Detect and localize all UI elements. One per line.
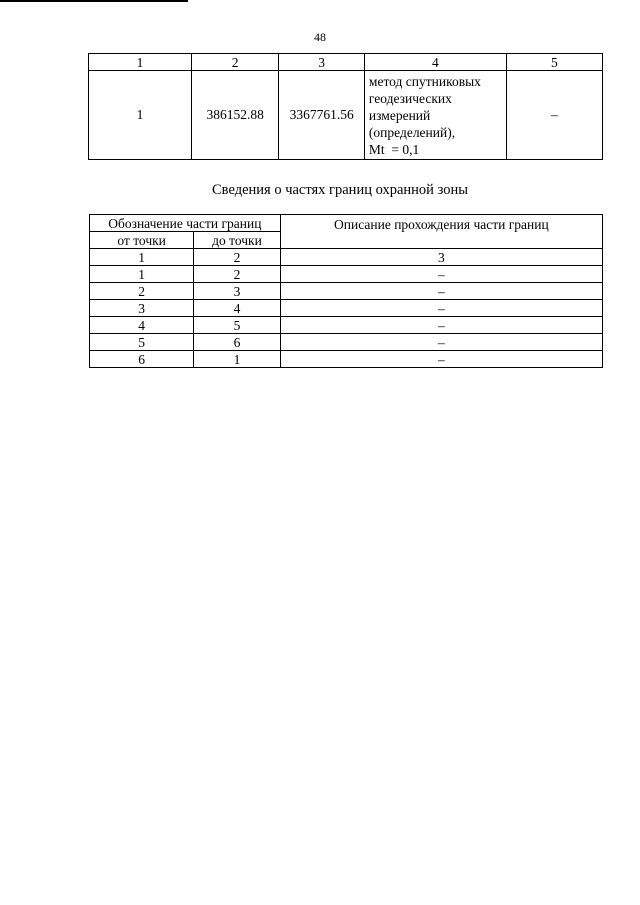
- coordinates-header-row: [89, 54, 603, 71]
- to-point-cell: 2: [194, 266, 280, 283]
- table-row: [90, 300, 603, 317]
- description-cell: –: [280, 351, 602, 368]
- from-point-cell: 6: [90, 351, 194, 368]
- to-point-cell: 3: [194, 283, 280, 300]
- method-line: (определений),: [368, 124, 456, 140]
- point-number-cell: 1: [89, 71, 192, 160]
- from-point-cell: 3: [90, 300, 194, 317]
- coordinates-table: [88, 53, 603, 160]
- section-title: Сведения о частях границ охранной зоны: [212, 182, 468, 198]
- description-cell: –: [280, 317, 602, 334]
- table-row: [90, 266, 603, 283]
- method-line: измерений: [368, 107, 431, 123]
- from-point-cell: 5: [90, 334, 194, 351]
- from-point-cell: 2: [90, 283, 194, 300]
- table-row: [90, 334, 603, 351]
- description-cell: –: [280, 300, 602, 317]
- coord-header-3: 3: [279, 54, 365, 71]
- method-line: геодезических: [368, 90, 452, 106]
- method-line: метод спутниковых: [368, 73, 481, 89]
- header-from-point: от точки: [90, 232, 194, 249]
- coord-header-4: 4: [364, 54, 506, 71]
- header-description: Описание прохождения части границ: [280, 215, 602, 249]
- col-number-1: 1: [90, 249, 194, 266]
- coord-header-1: 1: [89, 54, 192, 71]
- parts-header-row-1: [90, 215, 603, 232]
- top-rule: [0, 0, 188, 2]
- coord-header-5: 5: [506, 54, 602, 71]
- to-point-cell: 4: [194, 300, 280, 317]
- header-to-point: до точки: [194, 232, 280, 249]
- col-number-2: 2: [194, 249, 280, 266]
- coordinates-data-row: [89, 71, 603, 160]
- to-point-cell: 6: [194, 334, 280, 351]
- boundary-parts-table: [89, 214, 603, 368]
- coord-header-2: 2: [191, 54, 278, 71]
- description-cell: –: [280, 283, 602, 300]
- to-point-cell: 1: [194, 351, 280, 368]
- to-point-cell: 5: [194, 317, 280, 334]
- description-cell: –: [506, 71, 602, 160]
- method-line: Mt = 0,1: [368, 141, 420, 157]
- table-row: [90, 283, 603, 300]
- table-row: [90, 317, 603, 334]
- header-group-designation: Обозначение части границ: [90, 215, 281, 232]
- table-row: [90, 351, 603, 368]
- y-coordinate-cell: 3367761.56: [279, 71, 365, 160]
- page-number: 48: [314, 30, 326, 44]
- method-cell: [364, 71, 506, 160]
- col-number-3: 3: [280, 249, 602, 266]
- description-cell: –: [280, 266, 602, 283]
- from-point-cell: 4: [90, 317, 194, 334]
- parts-column-numbers-row: [90, 249, 603, 266]
- x-coordinate-cell: 386152.88: [191, 71, 278, 160]
- from-point-cell: 1: [90, 266, 194, 283]
- description-cell: –: [280, 334, 602, 351]
